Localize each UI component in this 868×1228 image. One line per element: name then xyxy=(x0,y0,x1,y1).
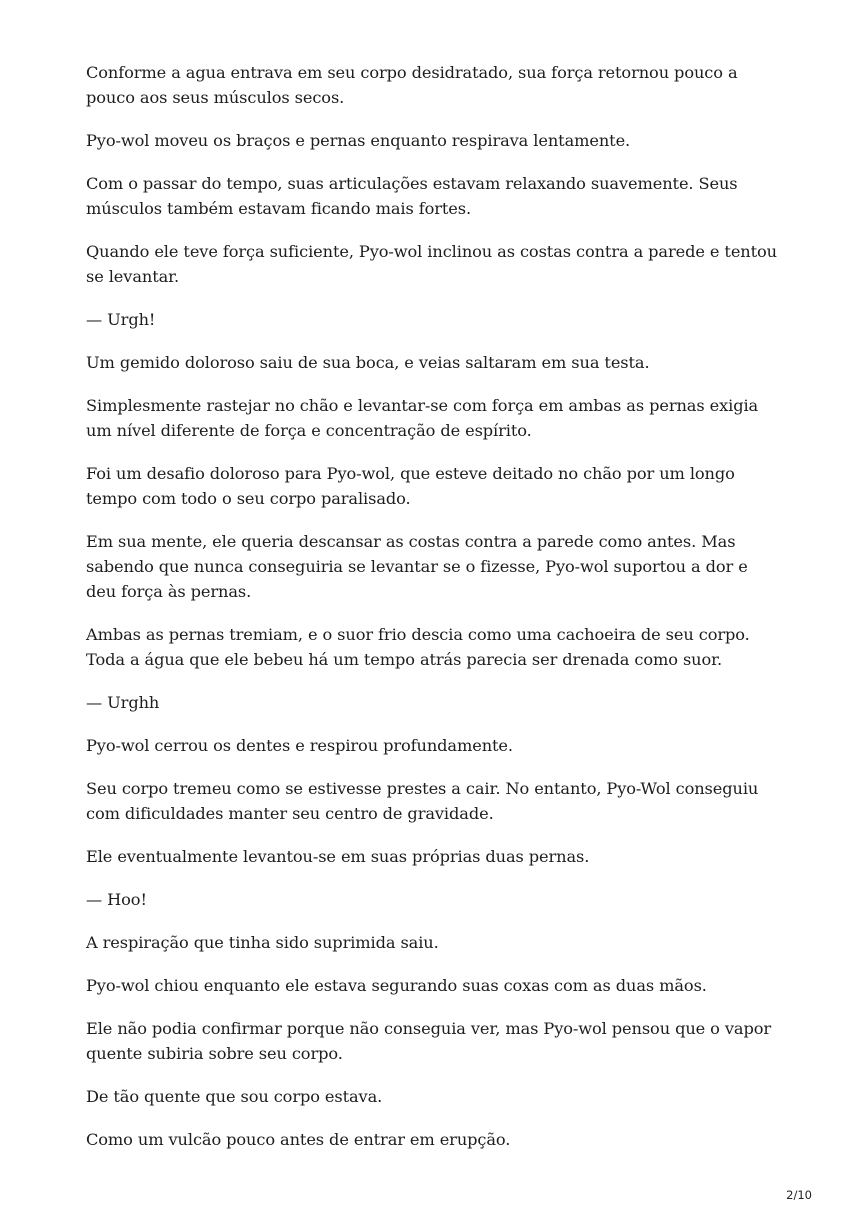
paragraph: Seu corpo tremeu como se estivesse prestes a cair. No entanto, Pyo-Wol conseguiu com dificuldades manter seu centro de gravidade. xyxy=(86,779,759,823)
paragraph: Ele eventualmente levantou-se em suas próprias duas pernas. xyxy=(86,847,590,866)
paragraph: Ambas as pernas tremiam, e o suor frio descia como uma cachoeira de seu corpo. Toda a água que ele bebeu há um tempo atrás parecia ser drenada como suor. xyxy=(86,625,750,669)
document-body xyxy=(86,60,782,1170)
paragraph: A respiração que tinha sido suprimida saiu. xyxy=(86,933,439,952)
paragraph: Em sua mente, ele queria descansar as costas contra a parede como antes. Mas sabendo que nunca conseguiria se levantar se o fizesse, Pyo-wol suportou a dor e deu força às pernas. xyxy=(86,532,748,601)
paragraph: Pyo-wol cerrou os dentes e respirou profundamente. xyxy=(86,736,513,755)
paragraph: Foi um desafio doloroso para Pyo-wol, que esteve deitado no chão por um longo tempo com todo o seu corpo paralisado. xyxy=(86,464,735,508)
paragraph: Simplesmente rastejar no chão e levantar-se com força em ambas as pernas exigia um nível diferente de força e concentração de espírito. xyxy=(86,396,759,440)
paragraph: Um gemido doloroso saiu de sua boca, e veias saltaram em sua testa. xyxy=(86,353,650,372)
paragraph: Quando ele teve força suficiente, Pyo-wol inclinou as costas contra a parede e tentou se levantar. xyxy=(86,242,778,286)
page-number: 2/10 xyxy=(786,1188,812,1202)
paragraph: Pyo-wol moveu os braços e pernas enquanto respirava lentamente. xyxy=(86,131,631,150)
dialogue-line: — Hoo! xyxy=(86,890,147,909)
paragraph: Com o passar do tempo, suas articulações estavam relaxando suavemente. Seus músculos também estavam ficando mais fortes. xyxy=(86,174,738,218)
dialogue-line: — Urghh xyxy=(86,693,160,712)
dialogue-line: — Urgh! xyxy=(86,310,156,329)
paragraph: Como um vulcão pouco antes de entrar em erupção. xyxy=(86,1130,511,1149)
paragraph: Conforme a agua entrava em seu corpo desidratado, sua força retornou pouco a pouco aos seus músculos secos. xyxy=(86,63,738,107)
paragraph: De tão quente que sou corpo estava. xyxy=(86,1087,383,1106)
paragraph: Ele não podia confirmar porque não conseguia ver, mas Pyo-wol pensou que o vapor quente subiria sobre seu corpo. xyxy=(86,1019,772,1063)
paragraph: Pyo-wol chiou enquanto ele estava segurando suas coxas com as duas mãos. xyxy=(86,976,707,995)
